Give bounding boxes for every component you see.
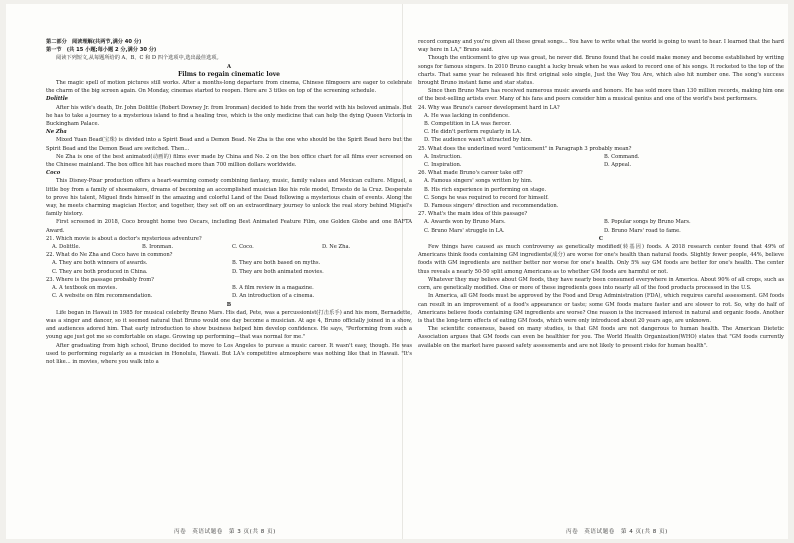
option: C. Bruno Mars' struggle in LA. xyxy=(424,227,505,234)
option: A. A textbook on movies. xyxy=(52,285,118,292)
option: D. They are both animated movies. xyxy=(232,268,324,275)
question-21: 21. Which movie is about a doctor's mysterious adventure? xyxy=(46,235,202,242)
question-23: 23. Where is the passage probably from? xyxy=(46,276,154,283)
option: C. He didn't perform regularly in LA. xyxy=(424,129,522,136)
option: B. His rich experience in performing on stage. xyxy=(424,186,547,193)
passage-b-paragraph: Though the enticement to give up was great, he never did. Bruno found that he could make money and become established by writing songs for famous singers. In 2010 Bruno caught a lucky break when he was asked to record one of his songs. It rocketed to the top of the charts. That same year he released his first original solo single, Just the Way You Are, which also hit number one. The song's success brought Bruno instant fame and star status. xyxy=(418,55,784,87)
passage-c-label: C xyxy=(598,235,604,242)
option: D. An introduction of a cinema. xyxy=(232,293,315,300)
right-column xyxy=(418,38,784,350)
question-24-options xyxy=(418,112,784,145)
film-description: Mixed Yuan Bead(宝珠) is divided into a Spirit Bead and a Demon Bead. Ne Zha is the one who should be the Spirit Bead hero but the Spirit Bead and the Demon Bead are switched. Then... xyxy=(46,137,412,152)
question-24: 24. Why was Bruno's career development hard in LA? xyxy=(418,104,560,111)
passage-a-title: Films to regain cinematic love xyxy=(177,70,280,78)
film-description: This Disney-Pixar production offers a heart-warming comedy combining fantasy, music, family values and Mexican culture. Miguel, a little boy from a family of shoemakers, dreams of becoming an accomplished musician like his role model, Ernesto de la Cruz. Desperate to prove his talent, Miguel finds himself in the amazing and colorful Land of the Dead following a mysterious chain of events. Along the way, he meets charming magician Hector, and together, they set off on an extraordinary journey to unlock the real story behind Miguel's family history. xyxy=(46,178,412,218)
option: C. Coco. xyxy=(232,244,254,251)
option: B. Popular songs by Bruno Mars. xyxy=(604,219,691,226)
film-description: After his wife's death, Dr. John Dolittle (Robert Downey Jr. from Ironman) decided to hide from the world with his beloved animals. But he has to take a journey to a mysterious island to find a healing tree, which is the only medicine that can help the dying Queen Victoria in Buckingham Palace. xyxy=(46,104,412,128)
exam-sheet xyxy=(6,4,788,539)
option: B. Command. xyxy=(604,153,640,160)
question-27-options xyxy=(418,218,784,234)
option: B. Competition in LA was fiercer. xyxy=(424,121,511,128)
section-header: 第二部分 阅读理解(共两节,满分 40 分) xyxy=(46,39,142,45)
passage-c-paragraph: In America, all GM foods must be approved by the Food and Drug Administration (FDA), which requires careful assessment. GM foods can result in an improvement of a food's appearance or taste; some GM foods mature faster and are slower to rot. So, why do half of Americans believe foods containing GM ingredients are worse? One reason is the increased interest in natural and organic foods. Another is that the long-term effects of eating GM foods, which were only introduced about 20 years ago, are unknown. xyxy=(418,293,784,324)
option: D. Famous singers' direction and recommendation. xyxy=(424,203,559,210)
page-footer-left: 丙卷 英语试题卷 第 3 页(共 8 页) xyxy=(174,529,276,535)
option: B. Ironman. xyxy=(142,244,174,251)
question-23-options xyxy=(46,284,412,300)
question-22: 22. What do Ne Zha and Coco have in common? xyxy=(46,252,173,259)
question-25-options xyxy=(418,153,784,169)
question-27: 27. What's the main idea of this passage? xyxy=(418,211,528,218)
question-22-options xyxy=(46,259,412,275)
question-26: 26. What made Bruno's career take off? xyxy=(418,170,523,177)
passage-c-paragraph: The scientific consensus, based on many studies, is that GM foods are not dangerous to human health. The American Dietetic Association argues that GM foods can even be healthier for you. The World Health Organization(WHO) states that "GM foods currently available on the market have passed safety assessments and are not likely to present risks for human health". xyxy=(418,326,784,349)
passage-b-paragraph: record company and you're given all these great songs... You have to write what the world is going to want to hear. I learned that the hard way here in LA," Bruno said. xyxy=(418,39,784,54)
option: C. They are both produced in China. xyxy=(52,268,148,275)
passage-c-paragraph: Few things have caused as much controversy as genetically modified(转基因) foods. A 2018 research center found that 49% of Americans think foods containing GM ingredients(成分) are worse for one's health than natural foods. Slightly fewer people, 44%, believe foods with GM ingredients are neither better nor worse for one's health. Only 5% say GM foods are better for one's health. The center thus reveals a nearly 50-50 split among Americans as to whether GM foods are harmful or not. xyxy=(418,244,784,275)
passage-a-label: A xyxy=(226,63,232,70)
passage-b-paragraph: Since then Bruno Mars has received numerous music awards and honors. He has sold more than 130 million records, making him one of the best-selling artists ever. Many of his fans and peers consider him a musical genius and one of the world's best performers. xyxy=(418,88,784,103)
film-description: Ne Zha is one of the best animated(动画的) films ever made by China and No. 2 on the box office chart for all films ever screened on the Chinese mainland. The box office hit has reached more than 700 million dollars worldwide. xyxy=(46,153,412,169)
subsection-header: 第一节 (共 15 小题;每小题 2 分,满分 30 分) xyxy=(46,47,157,54)
option: C. A website on film recommendation. xyxy=(52,293,153,300)
left-column xyxy=(46,38,412,366)
option: C. Songs he was required to record for himself. xyxy=(424,194,549,201)
option: A. Awards won by Bruno Mars. xyxy=(424,219,506,226)
option: D. Appeal. xyxy=(604,162,632,169)
option: A. Instruction. xyxy=(424,153,462,160)
option: D. Ne Zha. xyxy=(322,244,351,251)
option: A. He was lacking in confidence. xyxy=(424,112,510,119)
passage-b-paragraph: Life began in Hawaii in 1985 for musical celebrity Bruno Mars. His dad, Pete, was a percussionist(打击乐手) and his mom, Bernadette, was a singer and dancer, so it seemed natural that Bruno would one day become a musician. At age 4, Bruno officially joined in a show, and audiences adored him. That early introduction to show business helped him develop confidence. He says, "Performing from such a young age just got me so comfortable on stage. Growing up performing—that was normal for me." xyxy=(46,309,412,341)
film-description: First screened in 2018, Coco brought home two Oscars, including Best Animated Feature Film, one Golden Globe and one BAFTA Award. xyxy=(46,219,412,234)
option: A. Famous singers' songs written by him. xyxy=(424,178,533,185)
question-25: 25. What does the underlined word "enticement" in Paragraph 3 probably mean? xyxy=(418,145,632,152)
option: A. Dolittle. xyxy=(52,244,81,251)
passage-b-paragraph: After graduating from high school, Bruno decided to move to Los Angeles to pursue a music career. It wasn't easy, though. He was used to performing regularly as a musician in Honolulu, Hawaii. But LA's competitive atmosphere was nothing like that in Hawaii. "It's not like... in movies, where you walk into a xyxy=(46,342,412,365)
passage-a-intro: The magic spell of motion pictures still works. After a months-long departure from cinema, Chinese filmgoers are eager to celebrate the charm of the big screen again. On Monday, cinemas started to reopen. Here are 3 titles on top of the screening schedule. xyxy=(46,80,412,95)
page-footer-right: 丙卷 英语试题卷 第 4 页(共 8 页) xyxy=(566,529,668,535)
film-title: Ne Zha xyxy=(46,129,67,136)
option: A. They are both winners of awards. xyxy=(52,260,148,267)
option: D. The audience wasn't attracted by him. xyxy=(424,137,533,144)
option: B. They are both based on myths. xyxy=(232,260,321,267)
option: C. Inspiration. xyxy=(424,162,462,169)
option: B. A film review in a magazine. xyxy=(232,285,314,292)
question-26-options xyxy=(418,177,784,210)
instructions: 阅读下列短文,从每题所给的 A、B、C 和 D 四个选项中,选出最佳选项。 xyxy=(56,55,222,62)
question-21-options xyxy=(46,243,412,251)
passage-b-label: B xyxy=(226,301,232,308)
passage-c-paragraph: Whatever they may believe about GM foods, they have nearly been consumed everywhere in America. About 90% of all crops, such as corn, are genetically modified. One or more of these ingredients goes into nearly all of the food products processed in the U.S. xyxy=(418,276,784,292)
film-title: Dolittle xyxy=(46,96,68,103)
film-title: Coco xyxy=(46,170,61,177)
option: D. Bruno Mars' road to fame. xyxy=(604,227,681,234)
